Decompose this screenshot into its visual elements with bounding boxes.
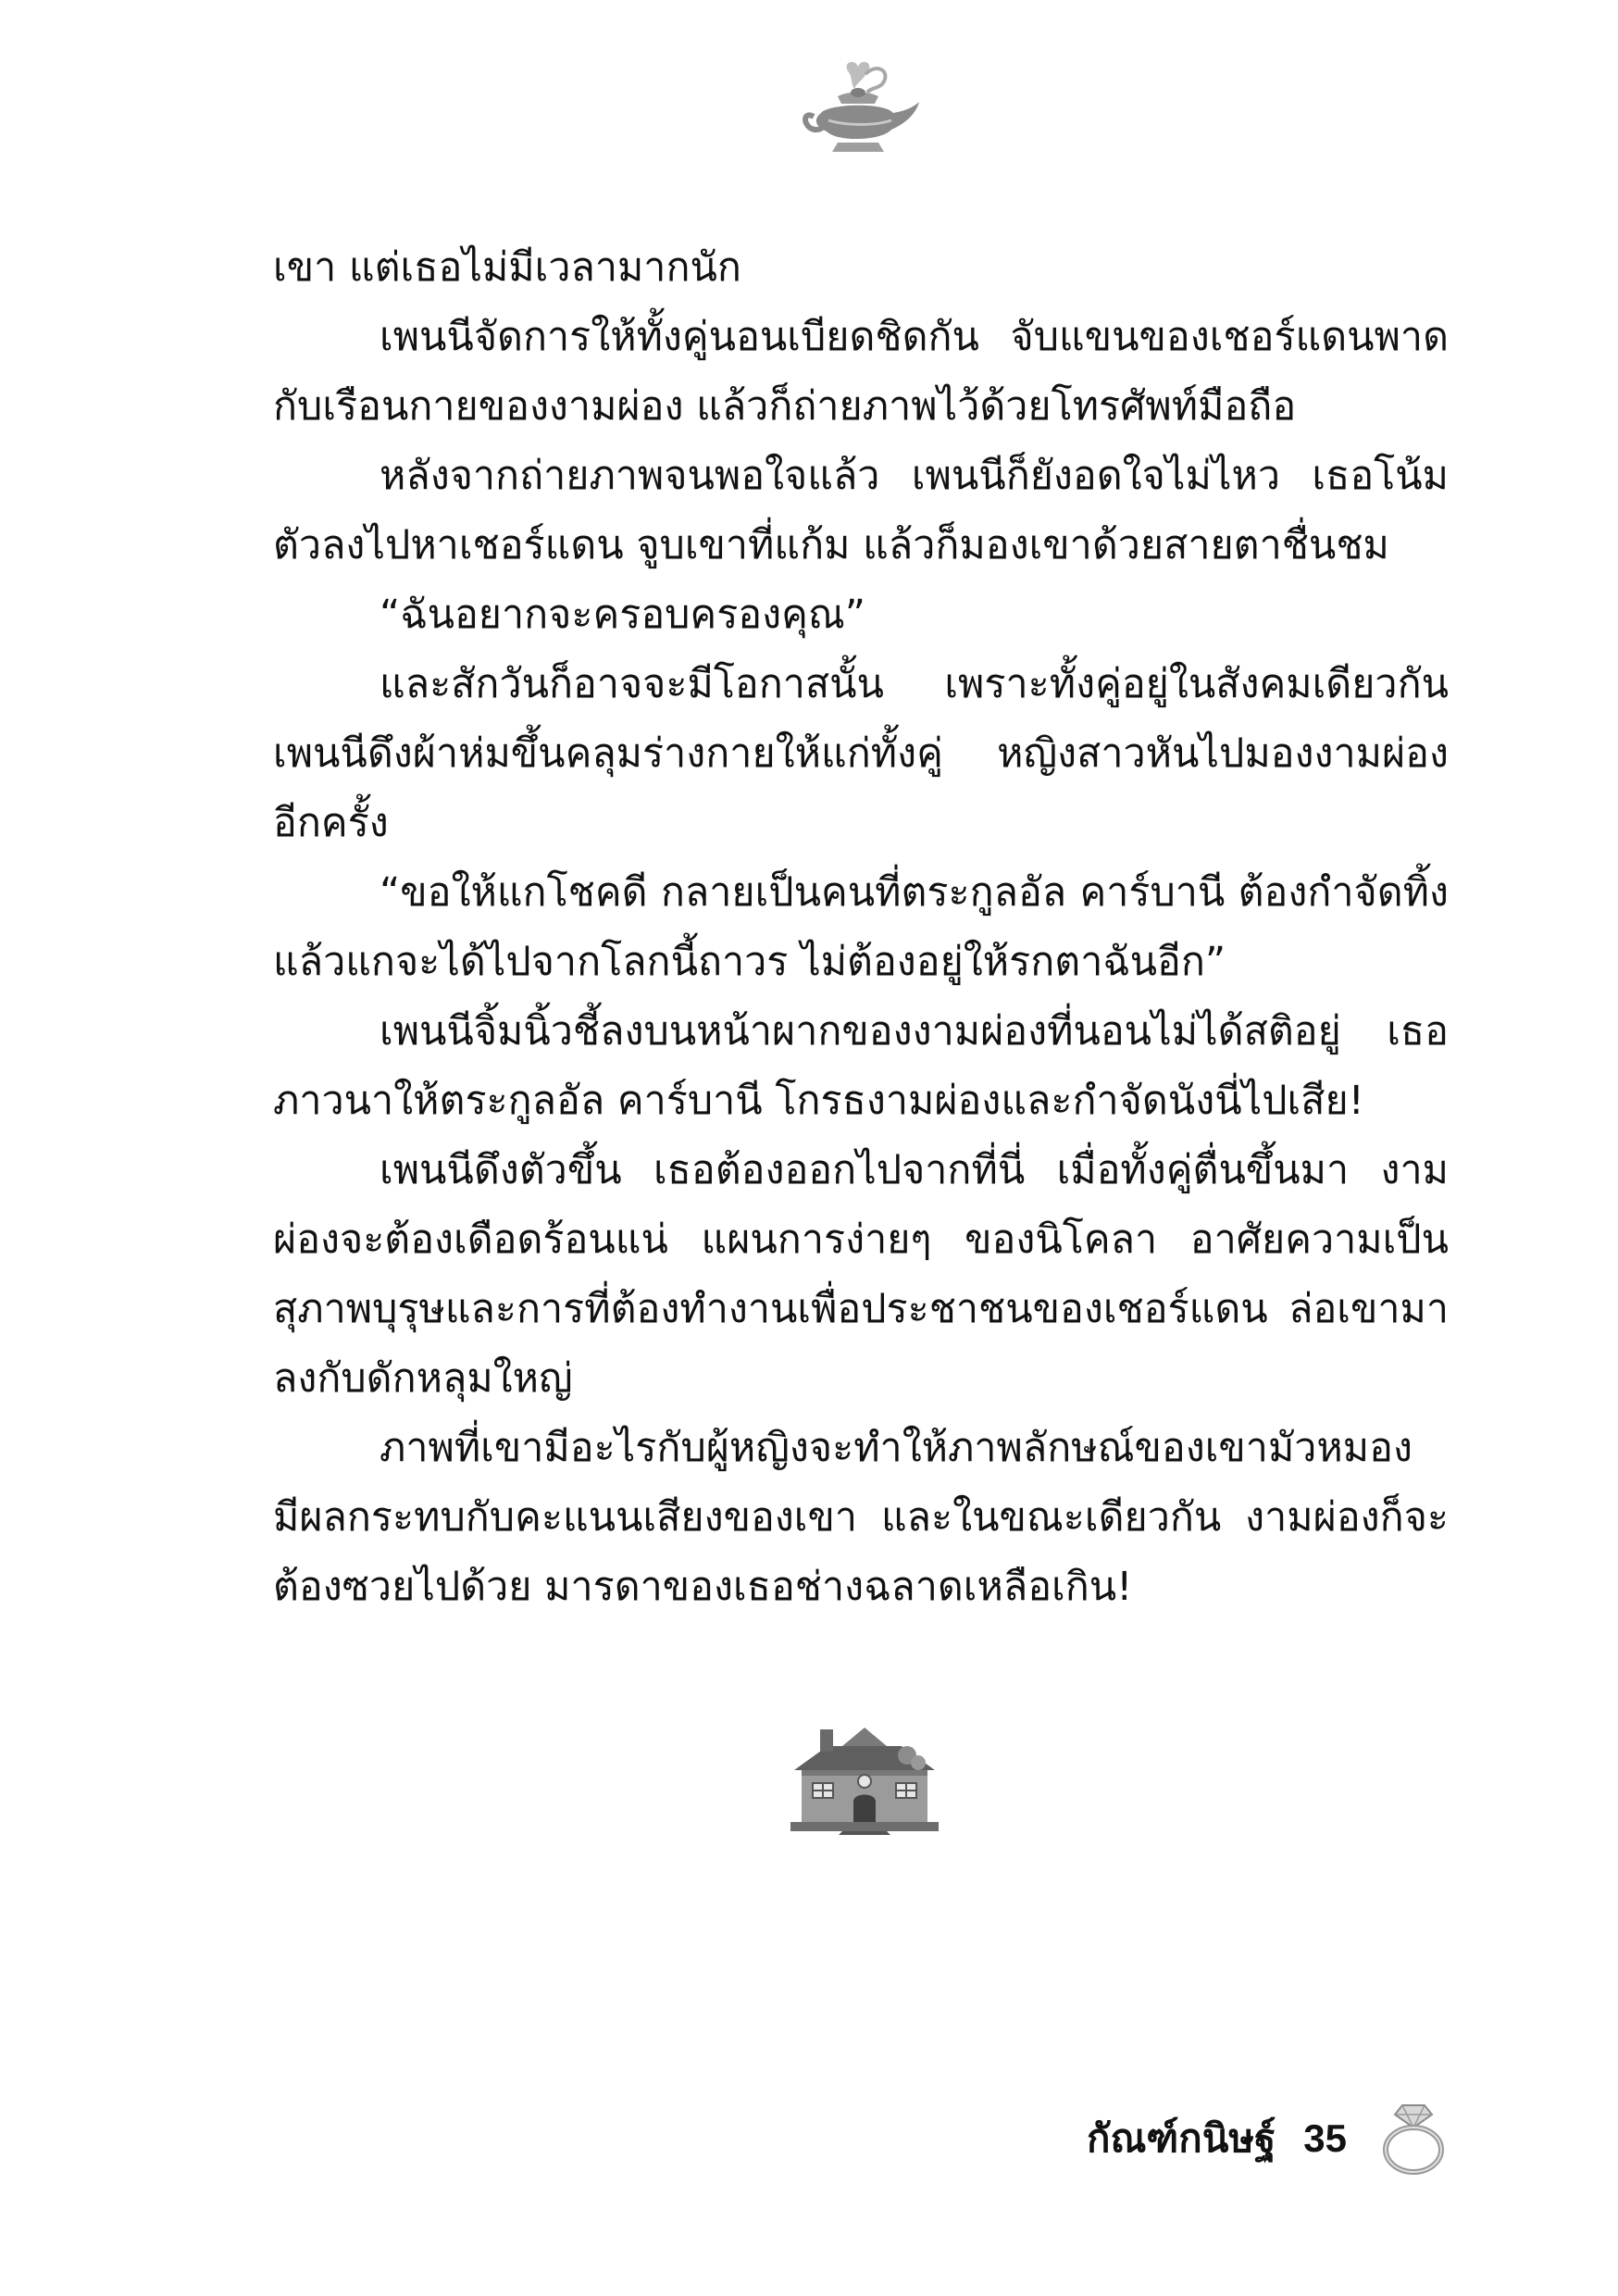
page-number: 35 xyxy=(1303,2116,1347,2160)
paragraph-3: หลังจากถ่ายภาพจนพอใจแล้ว เพนนีก็ยังอดใจไม่ไหว เธอโน้มตัวลงไปหาเชอร์แดน จูบเขาที่แก้ม แล้วก็มองเขาด้วยสายตาชื่นชม xyxy=(273,453,1449,568)
paragraph-2: เพนนีจัดการให้ทั้งคู่นอนเบียดชิดกัน จับแขนของเชอร์แดนพาดกับเรือนกายของงามผ่อง แล้วก็ถ่ายภาพไว้ด้วยโทรศัพท์มือถือ xyxy=(273,314,1449,430)
paragraph-8: เพนนีดึงตัวขึ้น เธอต้องออกไปจากที่นี่ เมื่อทั้งคู่ตื่นขึ้นมา งามผ่องจะต้องเดือดร้อนแน่ แผนการง่ายๆ ของนิโคลา อาศัยความเป็นสุภาพบุรุษและการที่ต้องทำงานเพื่อประชาชนของเชอร์แดน ล่อเขามาลงกับดักหลุมใหญ่ xyxy=(273,1147,1449,1402)
story-text xyxy=(273,233,1449,1622)
page-footer xyxy=(1087,2102,1447,2176)
genie-lamp-icon xyxy=(801,56,921,167)
paragraph-4: “ฉันอยากจะครอบครองคุณ” xyxy=(380,592,866,638)
paragraph-1: เขา แต่เธอไม่มีเวลามากนัก xyxy=(273,244,741,291)
paragraph-5: และสักวันก็อาจจะมีโอกาสนั้น เพราะทั้งคู่อยู่ในสังคมเดียวกัน เพนนีดึงผ้าห่มขึ้นคลุมร่างกายให้แก่ทั้งคู่ หญิงสาวหันไปมองงามผ่องอีกครั้ง xyxy=(273,661,1449,846)
house-icon xyxy=(787,1722,942,1835)
book-title: กัณฑ์กนิษฐ์ xyxy=(1087,2115,1276,2161)
paragraph-6: “ขอให้แกโชคดี กลายเป็นคนที่ตระกูลอัล คาร์บานี ต้องกำจัดทิ้ง แล้วแกจะได้ไปจากโลกนี้ถาวร ไม่ต้องอยู่ให้รกตาฉันอีก” xyxy=(273,869,1449,985)
paragraph-7: เพนนีจิ้มนิ้วชี้ลงบนหน้าผากของงามผ่องที่นอนไม่ได้สติอยู่ เธอภาวนาให้ตระกูลอัล คาร์บานี โกรธงามผ่องและกำจัดนังนี่ไปเสีย! xyxy=(273,1008,1449,1124)
paragraph-9: ภาพที่เขามีอะไรกับผู้หญิงจะทำให้ภาพลักษณ์ของเขามัวหมอง มีผลกระทบกับคะแนนเสียงของเขา และในขณะเดียวกัน งามผ่องก็จะต้องซวยไปด้วย มารดาของเธอช่างฉลาดเหลือเกิน! xyxy=(273,1425,1449,1610)
diamond-ring-icon xyxy=(1380,2102,1447,2176)
